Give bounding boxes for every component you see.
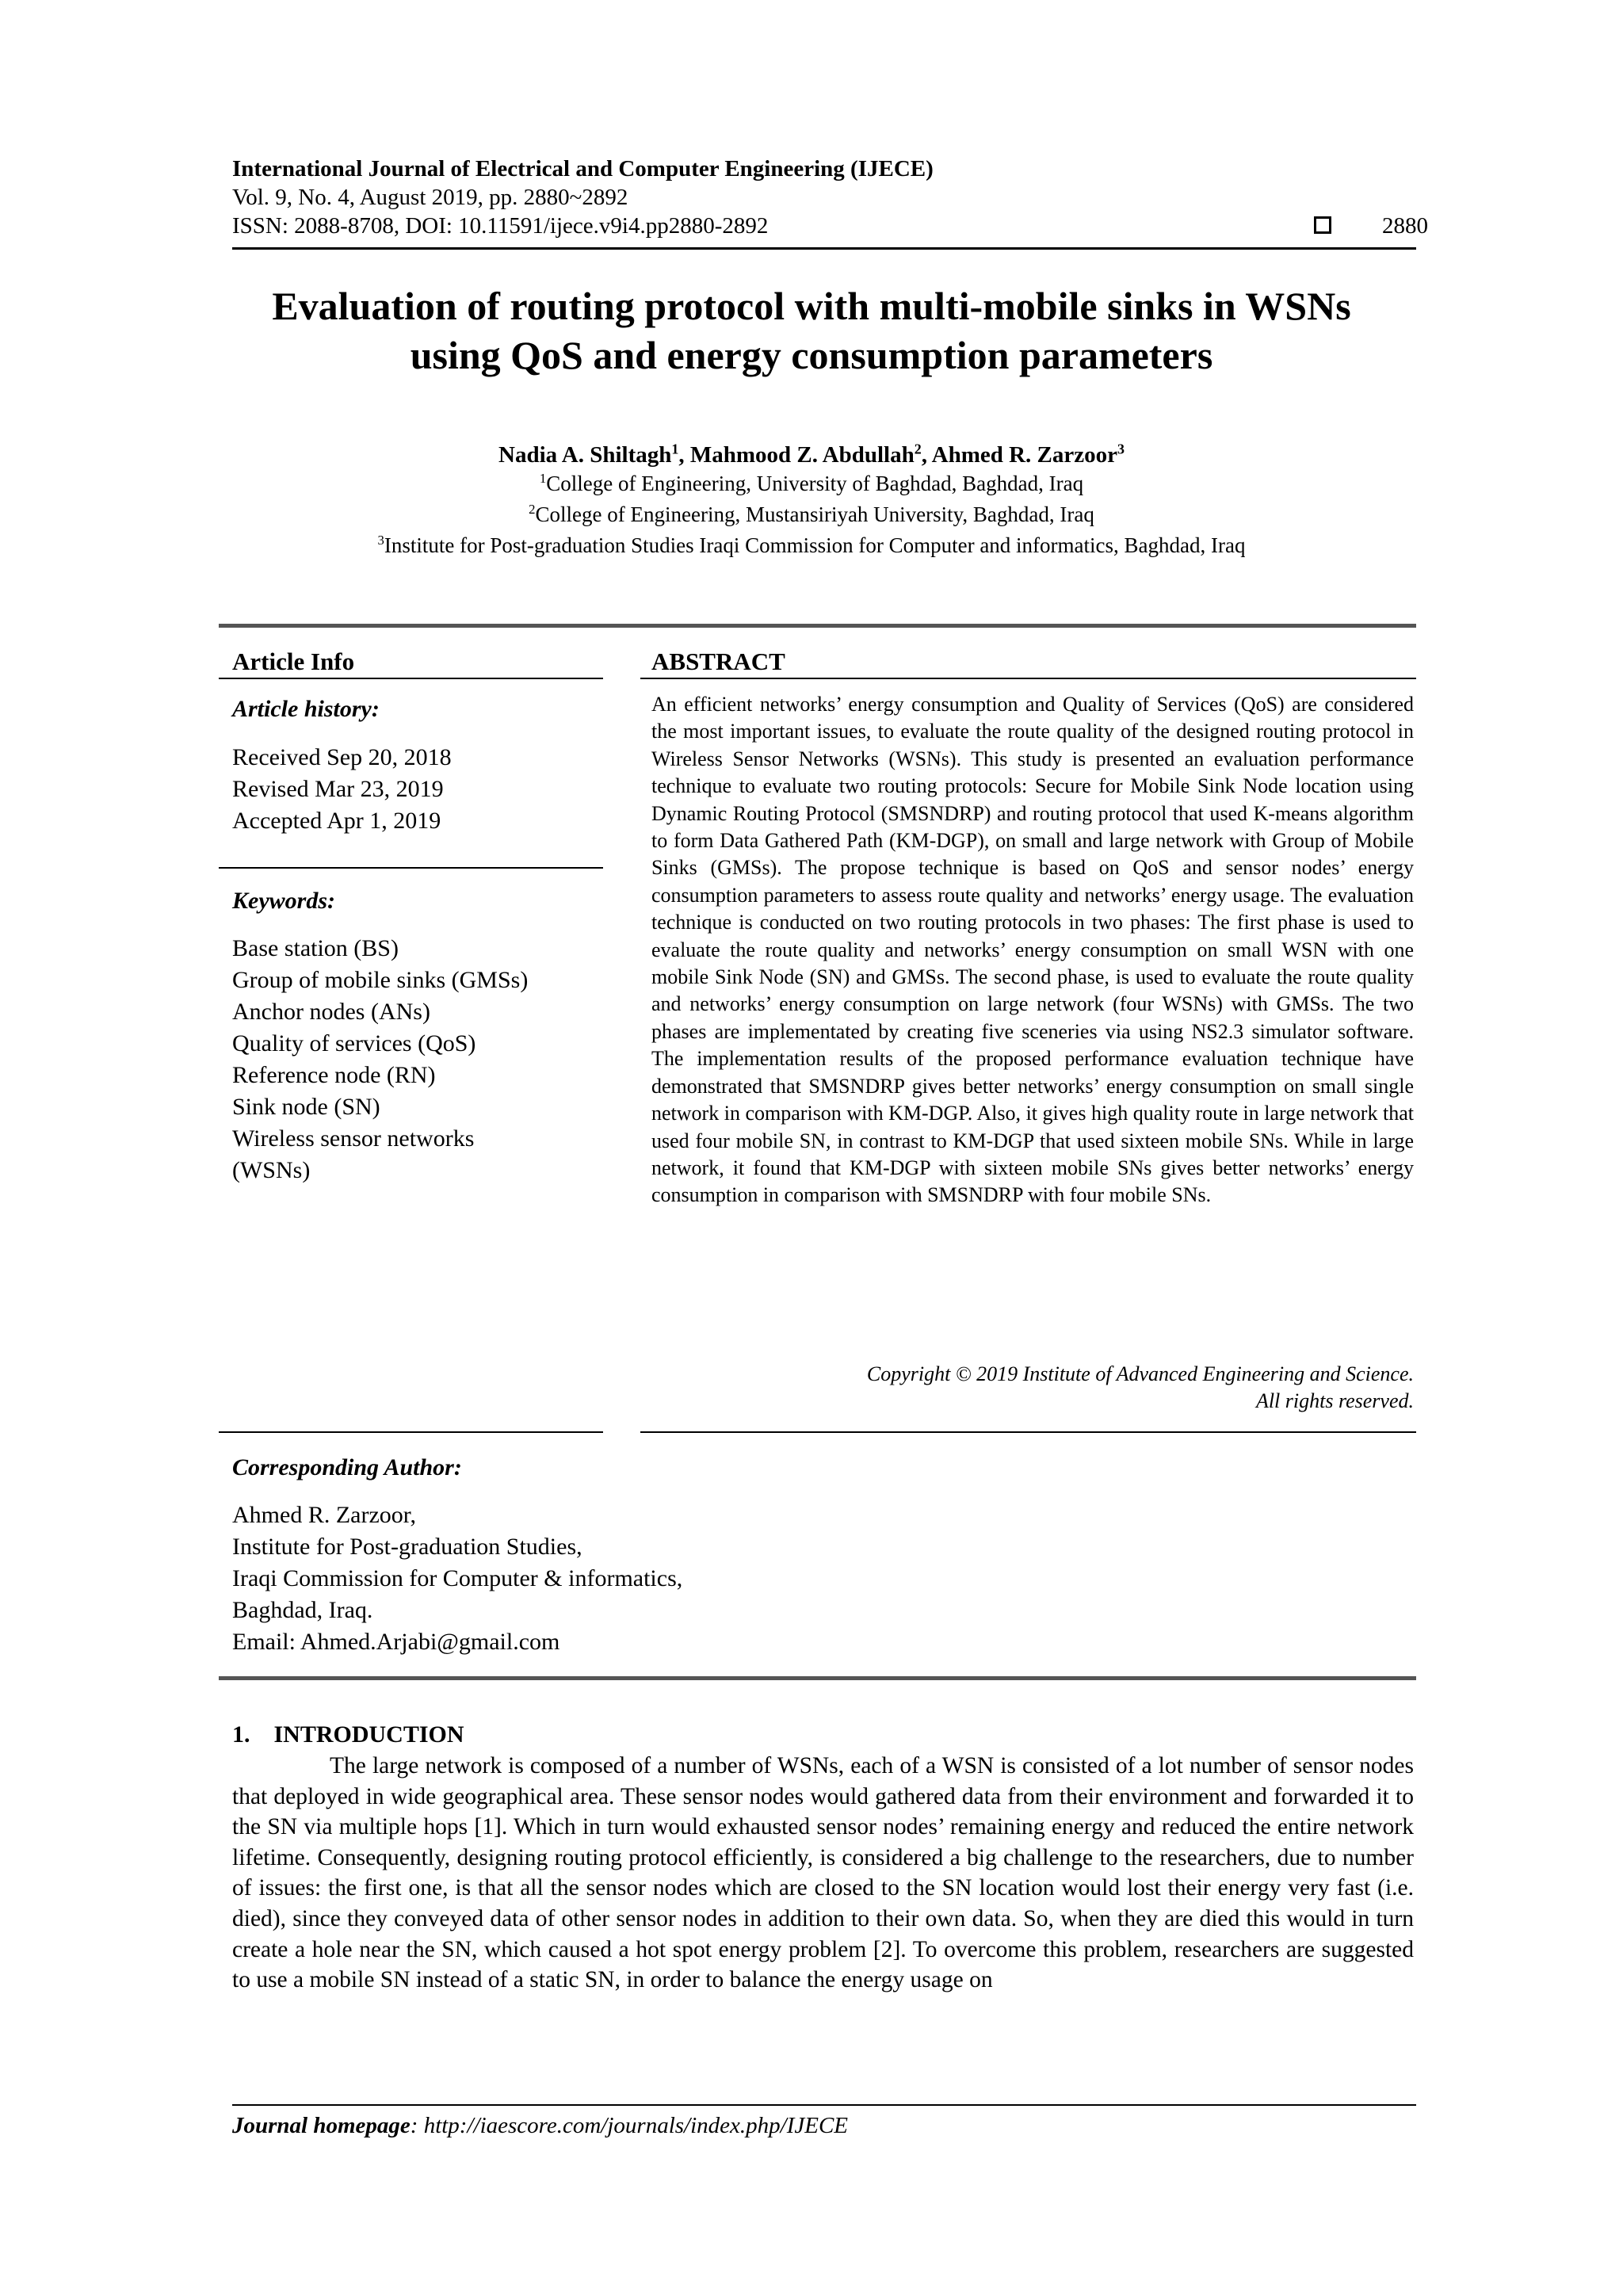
affiliation-superscript: 3 bbox=[377, 533, 384, 548]
paper-title bbox=[158, 281, 1465, 380]
affiliation-superscript: 1 bbox=[539, 471, 547, 486]
corresponding-author-heading: Corresponding Author: bbox=[232, 1454, 462, 1480]
corresponding-commission: Iraqi Commission for Computer & informatics, bbox=[232, 1565, 683, 1591]
author-separator: , bbox=[678, 442, 690, 468]
abstract-body: An efficient networks’ energy consumption and Quality of Services (QoS) are considered the most important issues, to evaluate the route quality of the designed routing protocol in Wireless Sensor Networks (WSNs). This study is presented an evaluation performance technique to evaluate two routing protocols: Secure for Mobile Sink Node location using Dynamic Routing Protocol (SMSNDRP) and routing protocol that used K-means algorithm to form Data Gathered Path (KM-DGP), on small and large network with Group of Mobile Sinks (GMSs). The propose technique is based on QoS and sensor nodes’ energy consumption parameters to assess route quality and networks’ energy usage. The evaluation technique is conducted on two routing protocols in two phases: The first phase is used to evaluate the route quality and networks’ energy consumption on small WSN with one mobile Sink Node (SN) and GMSs. The second phase, is used to evaluate the route quality and networks’ energy consumption on large network (four WSNs) with GMSs. The two phases are implementated by creating five sceneries via using NS2.3 simulator software. The implementation results of the proposed performance evaluation technique have demonstrated that SMSNDRP gives better networks’ energy consumption on small single network in comparison with KM-DGP. Also, it gives high quality route in large network that used four mobile SN, in contrast to KM-DGP that used sixteen mobile SNs. While in large network, it found that KM-DGP with sixteen mobile SNs gives better networks’ energy consumption in comparison with SMSNDRP with four mobile SNs. bbox=[651, 693, 1414, 1207]
checkbox-square-icon bbox=[1314, 216, 1331, 234]
keywords-heading: Keywords: bbox=[232, 888, 335, 914]
keyword-item: Anchor nodes (ANs) bbox=[232, 999, 430, 1025]
author-name: Nadia A. Shiltagh bbox=[498, 442, 672, 468]
author-name: Mahmood Z. Abdullah bbox=[689, 442, 915, 468]
homepage-url[interactable]: : http://iaescore.com/journals/index.php/IJECE bbox=[410, 2113, 849, 2138]
author-name: Ahmed R. Zarzoor bbox=[931, 442, 1118, 468]
page-number: 2880 bbox=[1382, 213, 1428, 239]
affiliation-text: College of Engineering, University of Baghdad, Baghdad, Iraq bbox=[546, 472, 1084, 495]
journal-name: International Journal of Electrical and Computer Engineering (IJECE) bbox=[232, 156, 934, 181]
history-accepted: Accepted Apr 1, 2019 bbox=[232, 808, 441, 834]
corresponding-name: Ahmed R. Zarzoor, bbox=[232, 1502, 417, 1528]
keyword-item: Base station (BS) bbox=[232, 935, 399, 961]
affiliation-text: College of Engineering, Mustansiriyah University, Baghdad, Iraq bbox=[535, 502, 1094, 526]
homepage-label: Journal homepage bbox=[232, 2113, 411, 2138]
author-list bbox=[0, 441, 1623, 469]
journal-homepage bbox=[232, 2111, 848, 2140]
history-received: Received Sep 20, 2018 bbox=[232, 744, 452, 770]
abstract-heading: ABSTRACT bbox=[651, 648, 785, 675]
affiliation-2 bbox=[0, 501, 1623, 528]
article-info-heading-rule bbox=[219, 678, 603, 679]
copyright-line-2: All rights reserved. bbox=[1255, 1389, 1414, 1412]
keyword-item: Sink node (SN) bbox=[232, 1094, 380, 1120]
affiliation-text: Institute for Post-graduation Studies Iraqi Commission for Computer and informatics, Baghdad, Iraq bbox=[384, 533, 1246, 557]
journal-issn-doi: ISSN: 2088-8708, DOI: 10.11591/ijece.v9i4.pp2880-2892 bbox=[232, 213, 769, 239]
introduction-heading: 1. INTRODUCTION bbox=[232, 1721, 464, 1748]
author-superscript: 3 bbox=[1117, 441, 1125, 457]
corresponding-city: Baghdad, Iraq. bbox=[232, 1597, 373, 1623]
history-revised: Revised Mar 23, 2019 bbox=[232, 776, 444, 802]
affiliation-3 bbox=[0, 532, 1623, 559]
keyword-item: Wireless sensor networks bbox=[232, 1125, 475, 1152]
info-bottom-rule bbox=[219, 1676, 1416, 1680]
abstract-heading-rule bbox=[640, 678, 1416, 679]
corresponding-email: Email: Ahmed.Arjabi@gmail.com bbox=[232, 1629, 560, 1655]
history-divider bbox=[219, 867, 603, 869]
author-superscript: 2 bbox=[914, 441, 922, 457]
article-history-heading: Article history: bbox=[232, 696, 380, 722]
footer-rule bbox=[232, 2104, 1416, 2106]
keyword-item: Reference node (RN) bbox=[232, 1062, 436, 1088]
article-info-heading: Article Info bbox=[232, 648, 355, 675]
affiliation-superscript: 2 bbox=[529, 502, 536, 517]
copyright-line-1: Copyright © 2019 Institute of Advanced Engineering and Science. bbox=[866, 1362, 1414, 1385]
title-line-2: using QoS and energy consumption parameters bbox=[410, 333, 1213, 377]
copyright-notice bbox=[651, 1361, 1414, 1415]
author-superscript: 1 bbox=[671, 441, 679, 457]
keyword-item: (WSNs) bbox=[232, 1157, 311, 1183]
keyword-item: Group of mobile sinks (GMSs) bbox=[232, 967, 529, 993]
affiliation-1 bbox=[0, 470, 1623, 497]
title-line-1: Evaluation of routing protocol with multi-mobile sinks in WSNs bbox=[272, 284, 1351, 328]
introduction-body: The large network is composed of a number of WSNs, each of a WSN is consisted of a lot number of sensor nodes that deployed in wide geographical area. These sensor nodes would gathered data from their environment and forwarded it to the SN via multiple hops [1]. Which in turn would exhausted sensor nodes’ remaining energy and reduced the entire network lifetime. Consequently, designing routing protocol efficiently, is considered a big challenge to the researchers, due to number of issues: the first one, is that all the sensor nodes which are closed to the SN location would lost their energy very fast (i.e. died), since they conveyed data of other sensor nodes in addition to their own data. So, when they are died this would in turn create a hole near the SN, which caused a hot spot energy problem [2]. To overcome this problem, researchers are suggested to use a mobile SN instead of a static SN, in order to balance the energy usage on bbox=[232, 1753, 1414, 1993]
author-separator: , bbox=[921, 442, 932, 468]
keyword-item: Quality of services (QoS) bbox=[232, 1030, 476, 1056]
left-bottom-divider bbox=[219, 1431, 603, 1433]
abstract-bottom-divider bbox=[640, 1431, 1416, 1433]
corresponding-institute: Institute for Post-graduation Studies, bbox=[232, 1534, 582, 1560]
journal-volume: Vol. 9, No. 4, August 2019, pp. 2880~2892 bbox=[232, 185, 628, 210]
info-top-rule bbox=[219, 624, 1416, 628]
header-rule bbox=[232, 247, 1416, 250]
